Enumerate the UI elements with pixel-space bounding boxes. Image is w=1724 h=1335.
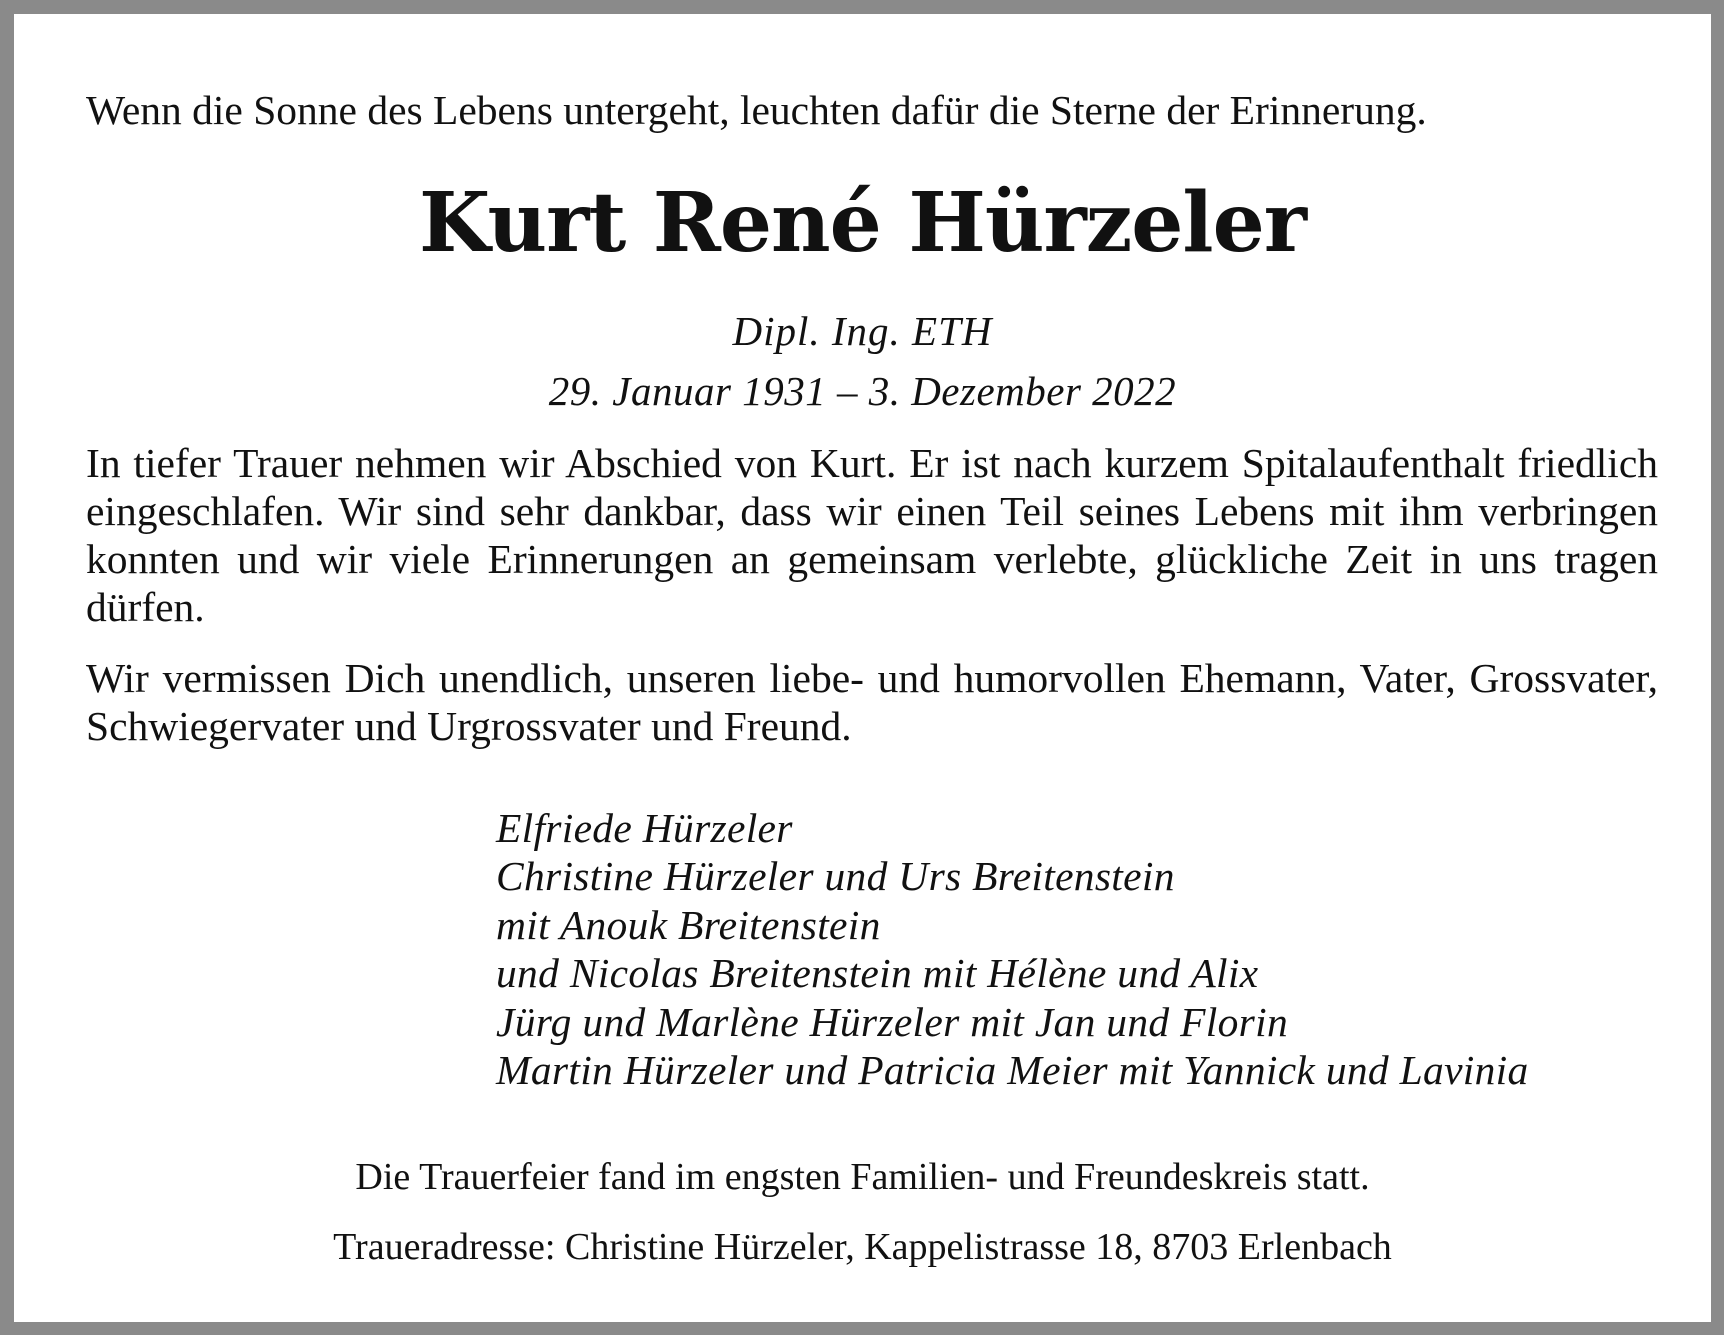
mourner-line: Jürg und Marlène Hürzeler mit Jan und Florin [496,998,1288,1045]
obituary-notice [14,14,1711,1322]
mourner-line: Elfriede Hürzeler [496,805,793,851]
motto: Wenn die Sonne des Lebens untergeht, leuchten dafür die Sterne der Erinnerung. [86,87,1427,133]
life-dates: 29. Januar 1931 – 3. Dezember 2022 [548,368,1177,414]
mourner-line: mit Anouk Breitenstein [496,901,881,948]
mourning-address: Traueradresse: Christine Hürzeler, Kappelistrasse 18, 8703 Erlenbach [333,1226,1392,1268]
mourners-list [496,804,1529,1094]
mourner-line: Christine Hürzeler und Urs Breitenstein [496,853,1175,900]
deceased-name: Kurt René Hürzeler [419,175,1306,271]
academic-title: Dipl. Ing. ETH [732,308,993,354]
ceremony-note: Die Trauerfeier fand im engsten Familien- und Freundeskreis statt. [355,1156,1370,1198]
remembrance-paragraph: Wir vermissen Dich unendlich, unseren liebe- und humorvollen Ehemann, Vater, Grossvater, Schwiegervater und Urgrossvater und Freund. [86,655,1658,749]
mourning-paragraph: In tiefer Trauer nehmen wir Abschied von Kurt. Er ist nach kurzem Spitalaufenthalt friedlich eingeschlafen. Wir sind sehr dankbar, dass wir einen Teil seines Lebens mit ihm verbringen konnten und wir viele Erinnerungen an gemeinsam verlebte, glückliche Zeit in uns tragen dürfen. [86,440,1658,630]
mourner-line: Martin Hürzeler und Patricia Meier mit Yannick und Lavinia [496,1047,1529,1094]
mourner-line: und Nicolas Breitenstein mit Hélène und Alix [496,950,1259,997]
